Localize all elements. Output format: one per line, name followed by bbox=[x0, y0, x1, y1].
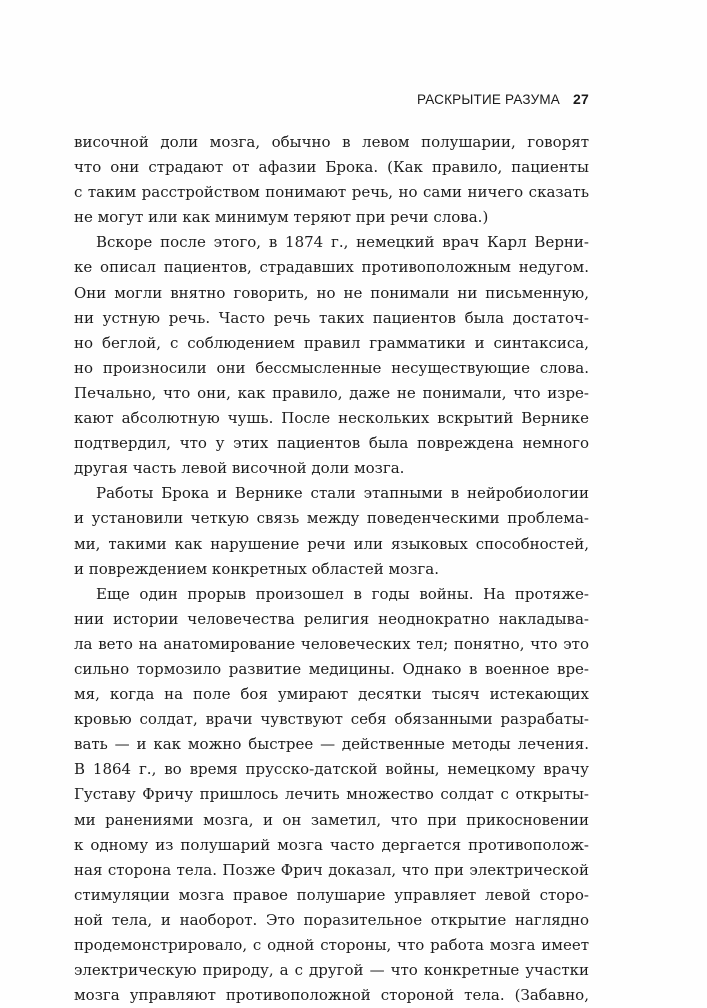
text-line: продемонстрировало, с одной стороны, что работа мозга имеет bbox=[74, 936, 589, 954]
text-line: другая часть левой височной доли мозга. bbox=[74, 459, 405, 478]
chapter-title: РАСКРЫТИЕ РАЗУМА bbox=[416, 92, 561, 107]
text-line: Печально, что они, как правило, даже не понимали, что изре- bbox=[74, 383, 589, 402]
text-line: ми, такими как нарушение речи или языковых способностей, bbox=[74, 534, 589, 553]
text-line: ла вето на анатомирование человеческих тел; понятно, что это bbox=[74, 634, 589, 653]
text-line: Они могли внятно говорить, но не понимали ни письменную, bbox=[74, 283, 589, 302]
text-line: ни устную речь. Часто речь таких пациентов была достаточ- bbox=[74, 308, 589, 327]
text-line: ке описал пациентов, страдавших противоположным недугом. bbox=[74, 258, 589, 277]
text-line: ной тела, и наоборот. Это поразительное открытие наглядно bbox=[74, 910, 589, 929]
running-head bbox=[417, 91, 589, 107]
text-line: ми ранениями мозга, и он заметил, что при прикосновении bbox=[74, 810, 589, 829]
text-line: Вскоре после этого, в 1874 г., немецкий врач Карл Верни- bbox=[96, 233, 589, 252]
text-line: кают абсолютную чушь. После нескольких вскрытий Вернике bbox=[74, 409, 589, 428]
text-line: Работы Брока и Вернике стали этапными в нейробиологии bbox=[96, 484, 589, 503]
text-line: но беглой, с соблюдением правил грамматики и синтаксиса, bbox=[74, 333, 589, 352]
text-line: стимуляции мозга правое полушарие управляет левой сторо- bbox=[74, 885, 589, 904]
text-line: сильно тормозило развитие медицины. Однако в военное вре- bbox=[74, 659, 589, 678]
text-line: электрическую природу, а с другой — что конкретные участки bbox=[74, 961, 589, 980]
text-line: не могут или как минимум теряют при речи слова.) bbox=[74, 208, 489, 227]
text-line: подтвердил, что у этих пациентов была повреждена немного bbox=[74, 434, 589, 453]
text-line: височной доли мозга, обычно в левом полушарии, говорят bbox=[74, 133, 589, 151]
text-line: нии истории человечества религия неоднократно накладыва- bbox=[74, 609, 589, 628]
text-line: Еще один прорыв произошел в годы войны. На протяже- bbox=[96, 584, 589, 603]
text-line: но произносили они бессмысленные несуществующие слова. bbox=[74, 358, 589, 377]
page-number: 27 bbox=[573, 91, 589, 107]
body-text bbox=[74, 130, 589, 1008]
text-line: кровью солдат, врачи чувствуют себя обязанными разрабаты- bbox=[74, 710, 589, 729]
text-line: с таким расстройством понимают речь, но сами ничего сказать bbox=[74, 183, 589, 202]
text-line: и повреждением конкретных областей мозга. bbox=[74, 559, 439, 578]
text-line: ная сторона тела. Позже Фрич доказал, что при электрической bbox=[74, 860, 589, 879]
text-line: вать — и как можно быстрее — действенные методы лечения. bbox=[74, 735, 589, 754]
text-line: что они страдают от афазии Брока. (Как правило, пациенты bbox=[74, 158, 589, 177]
text-line: к одному из полушарий мозга часто дергается противополож- bbox=[74, 835, 589, 854]
text-line: и установили четкую связь между поведенческими проблема- bbox=[74, 509, 589, 528]
text-line: мозга управляют противоположной стороной тела. (Забавно, bbox=[74, 986, 589, 1005]
text-line: мя, когда на поле боя умирают десятки тысяч истекающих bbox=[74, 685, 589, 704]
text-line: В 1864 г., во время прусско-датской войны, немецкому врачу bbox=[74, 760, 589, 779]
text-line: Густаву Фричу пришлось лечить множество солдат с открыты- bbox=[74, 785, 589, 804]
